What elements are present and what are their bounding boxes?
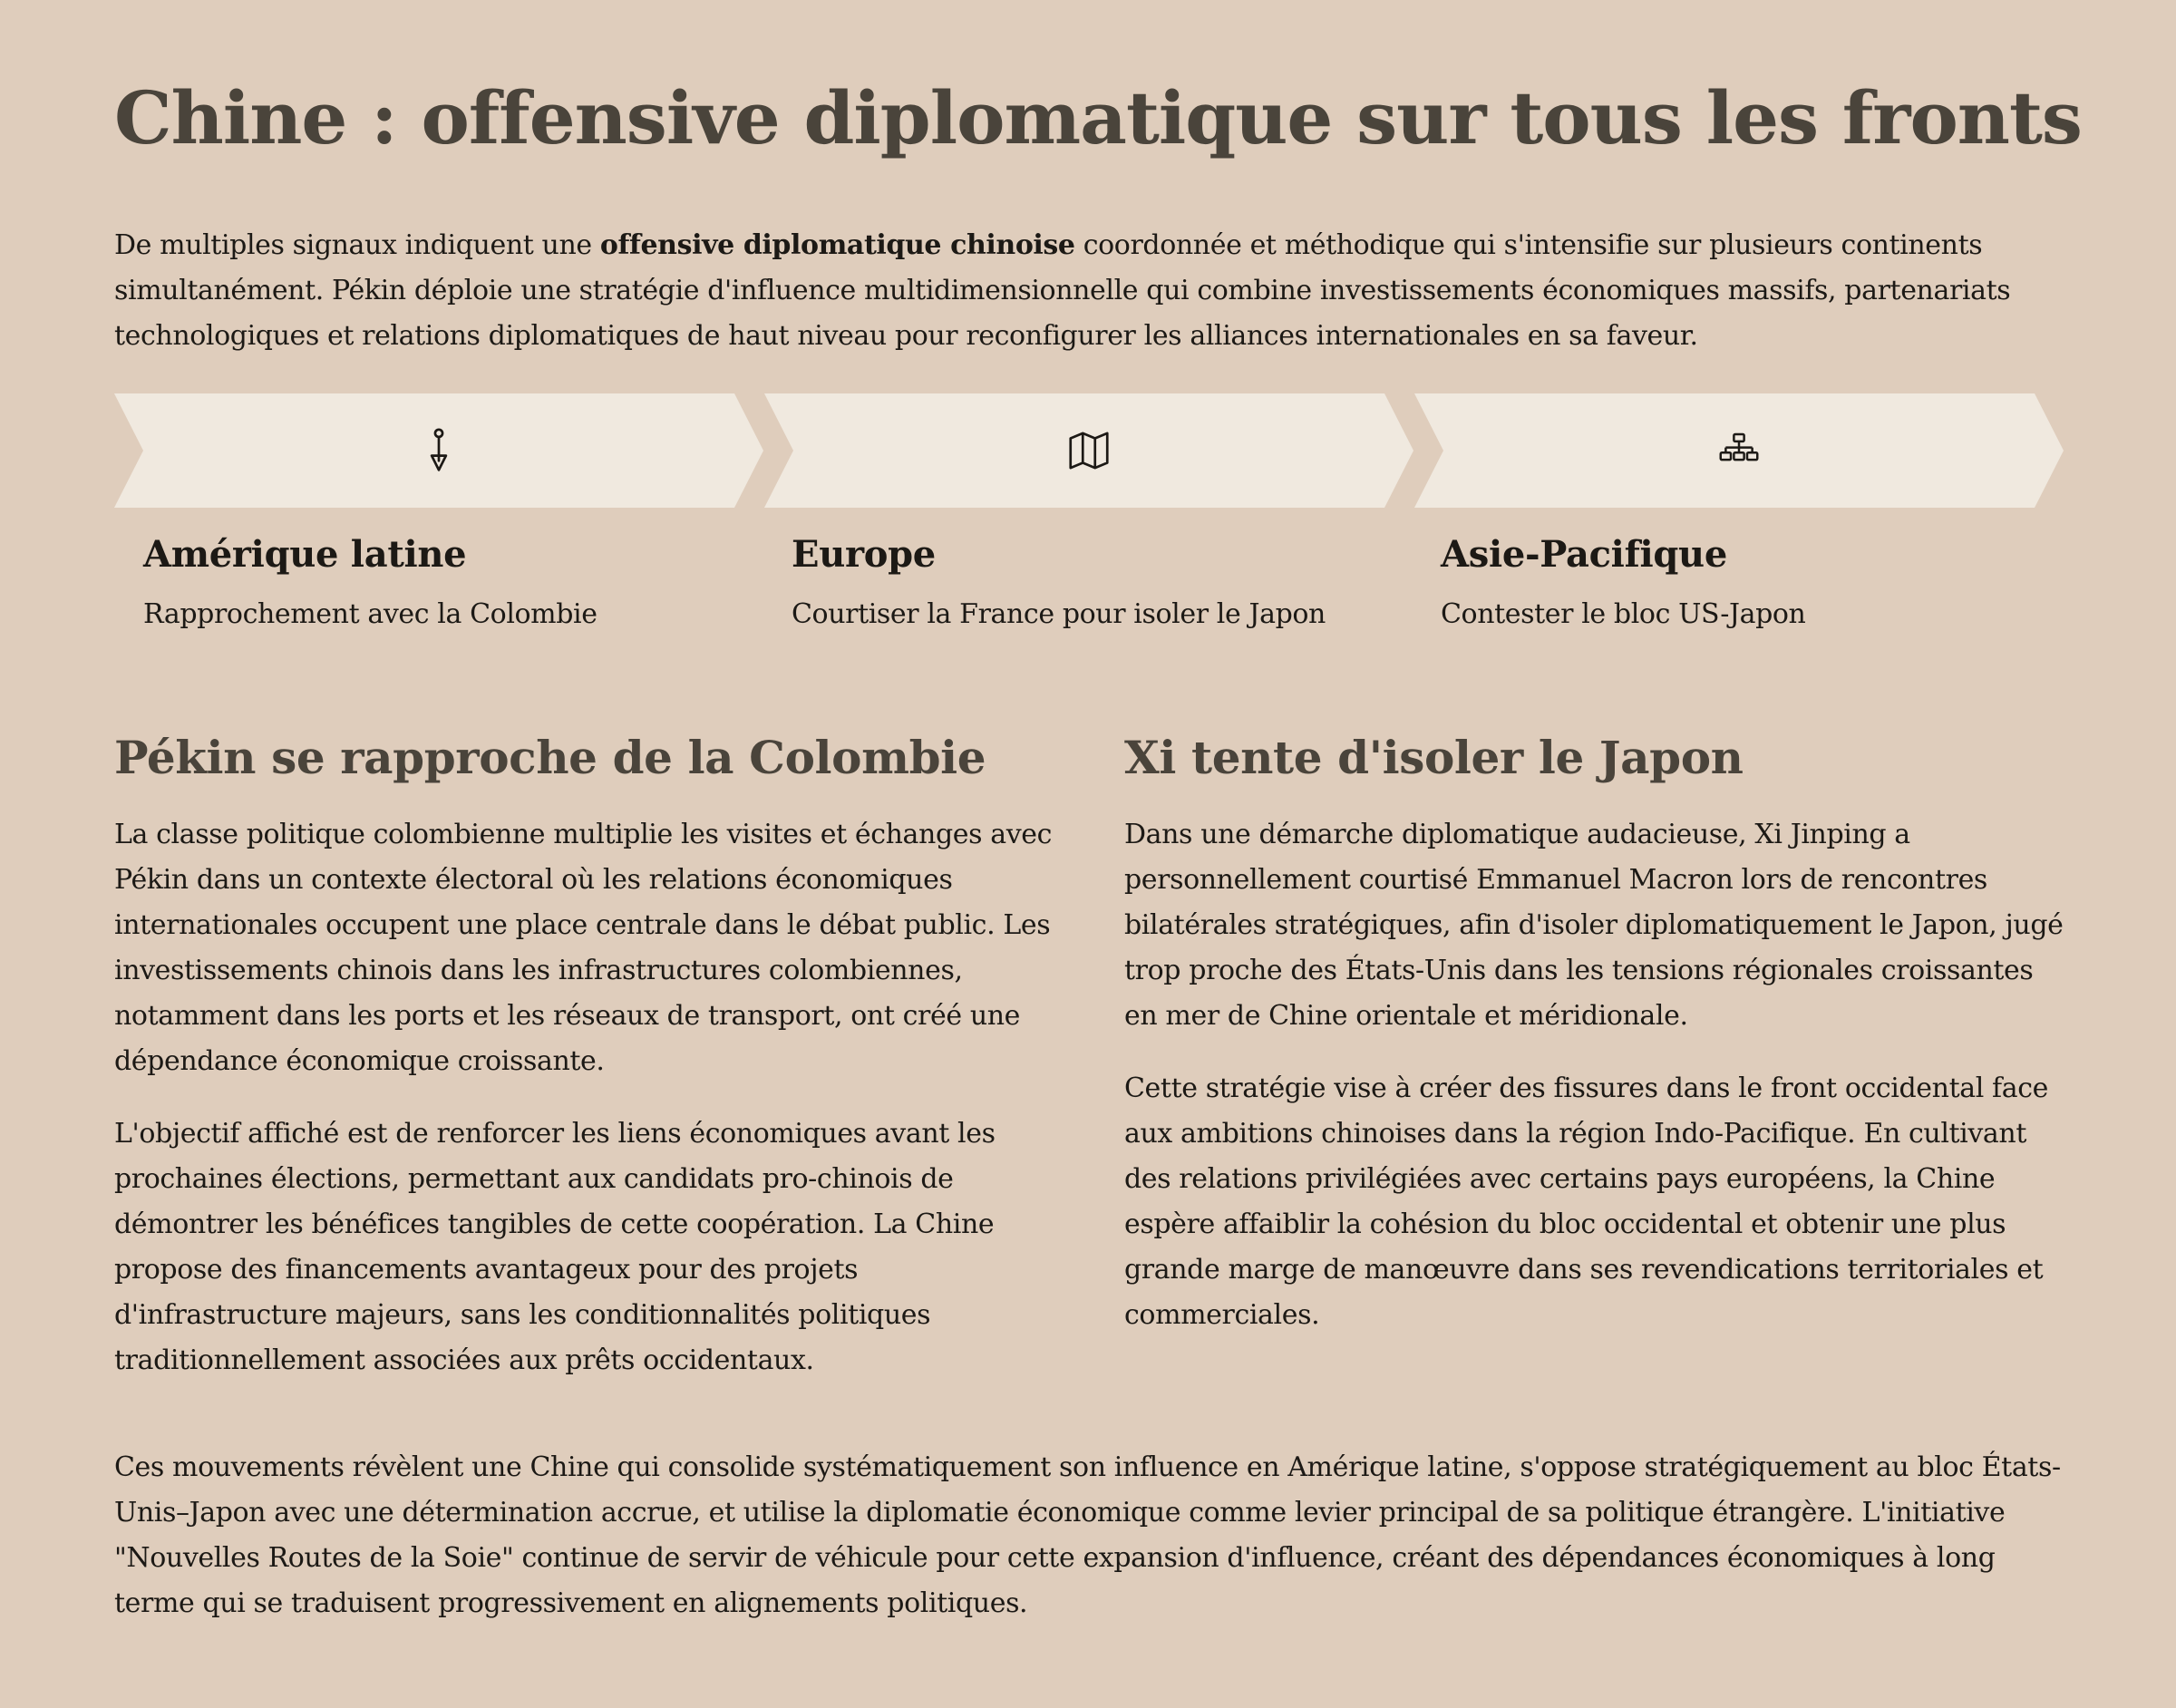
intro-text-after: coordonnée et méthodique qui s'intensifie sur plusieurs continents simultanément. Pékin déploie une stratégie d'influence multidimensionnelle qui combine investissements économiques massifs, partenariats technologiques et relations diplomatiques de haut niveau pour reconfigurer les alliances internationales en sa faveur.: [114, 229, 2011, 352]
region-asia-pacific: [1441, 526, 2075, 635]
region-latin-america: [143, 526, 778, 635]
left-column: [114, 723, 1057, 1383]
right-column-paragraph: Dans une démarche diplomatique audacieuse, Xi Jinping a personnellement courtisé Emmanuel Macron lors de rencontres bilatérales stratégiques, afin d'isoler diplomatiquement le Japon, jugé trop proche des États-Unis dans les tensions régionales croissantes en mer de Chine orientale et méridionale.: [1124, 819, 2064, 1032]
hierarchy-icon: [1715, 426, 1763, 475]
region-arrow-asia-pacific: [1414, 393, 2064, 508]
right-column-paragraph: Cette stratégie vise à créer des fissures dans le front occidental face aux ambitions chinoises dans la région Indo-Pacifique. En cultivant des relations privilégiées avec certains pays européens, la Chine espère affaiblir la cohésion du bloc occidental et obtenir une plus grande marge de manœuvre dans ses revendications territoriales et commerciales.: [1124, 1072, 2048, 1331]
region-subtitle: Contester le bloc US-Japon: [1441, 598, 1806, 630]
region-arrow-row: [114, 393, 2064, 508]
region-title: Asie-Pacifique: [1441, 533, 1727, 576]
right-column: [1124, 723, 2067, 1338]
region-europe: [792, 526, 1426, 635]
left-column-heading: Pékin se rapproche de la Colombie: [114, 731, 986, 784]
region-arrow-europe: [764, 393, 1413, 508]
region-title: Europe: [792, 533, 936, 576]
region-arrow-latin-america: [114, 393, 763, 508]
left-column-paragraph: L'objectif affiché est de renforcer les liens économiques avant les prochaines élections, permettant aux candidats pro-chinois de démontrer les bénéfices tangibles de cette coopération. La Chine propose des financements avantageux pour des projets d'infrastructure majeurs, sans les conditionnalités politiques traditionnellement associées aux prêts occidentaux.: [114, 1118, 996, 1376]
left-column-paragraph: La classe politique colombienne multiplie les visites et échanges avec Pékin dans un contexte électoral où les relations économiques internationales occupent une place centrale dans le débat public. Les investissements chinois dans les infrastructures colombiennes, notamment dans les ports et les réseaux de transport, ont créé une dépendance économique croissante.: [114, 819, 1053, 1077]
region-subtitle: Rapprochement avec la Colombie: [143, 598, 597, 630]
region-title: Amérique latine: [143, 533, 467, 576]
intro-paragraph: [114, 223, 2064, 359]
region-subtitle: Courtiser la France pour isoler le Japon: [792, 598, 1326, 630]
map-icon: [1064, 426, 1113, 475]
right-column-heading: Xi tente d'isoler le Japon: [1124, 731, 1744, 784]
intro-text-before: De multiples signaux indiquent une: [114, 229, 600, 261]
closing-paragraph: Ces mouvements révèlent une Chine qui consolide systématiquement son influence en Amérique latine, s'oppose stratégiquement au bloc États-Unis–Japon avec une détermination accrue, et utilise la diplomatie économique comme levier principal de sa politique étrangère. L'initiative "Nouvelles Routes de la Soie" continue de servir de véhicule pour cette expansion d'influence, créant des dépendances économiques à long terme qui se traduisent progressivement en alignements politiques.: [114, 1451, 2061, 1619]
intro-text-bold: offensive diplomatique chinoise: [599, 229, 1075, 261]
anchor-icon: [414, 426, 463, 475]
page-title: Chine : offensive diplomatique sur tous les fronts: [114, 75, 2082, 160]
